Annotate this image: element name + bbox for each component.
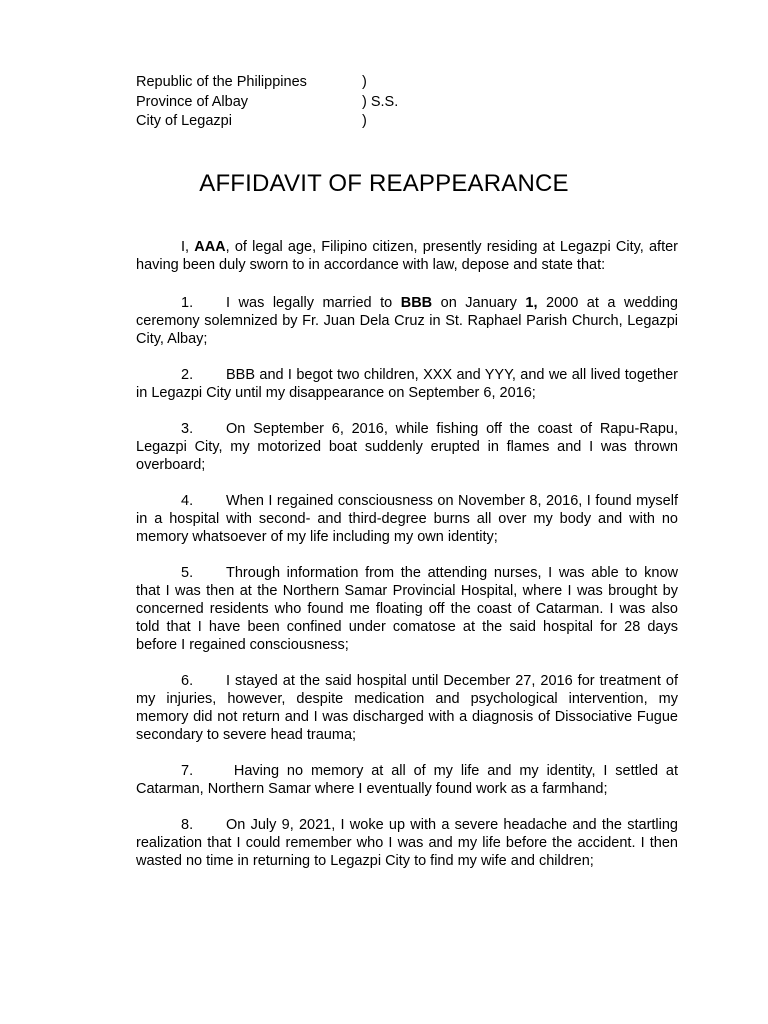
- paragraph-number: 2.: [181, 367, 194, 383]
- paragraph-text: I stayed at the said hospital until December 27, 2016 for treatment of my injuries, however, despite medication and psychological intervention, my memory did not return and I was discharged with a diagnosis of Dissociative Fugue secondary to severe head trauma;: [136, 673, 678, 743]
- venue-city: City of Legazpi: [136, 113, 232, 129]
- marriage-day: 1,: [525, 295, 538, 311]
- venue-row: [136, 73, 398, 93]
- document-title: AFFIDAVIT OF REAPPEARANCE: [199, 170, 569, 197]
- paragraph-number: 3.: [181, 421, 194, 437]
- paragraph-7: [136, 762, 678, 798]
- paragraph-5: [136, 564, 678, 654]
- paragraph-text: Through information from the attending nurses, I was able to know that I was then at the Northern Samar Provincial Hospital, where I was brought by concerned residents who found me floating off the coast of Catarman. I was also told that I have been confined under comatose at the said hospital for 28 days before I regained consciousness;: [136, 565, 678, 653]
- affiant-name: AAA: [194, 239, 226, 255]
- paragraph-6: [136, 672, 678, 744]
- paragraph-number: 7.: [181, 763, 194, 779]
- paragraph-text: BBB and I begot two children, XXX and YYY, and we all lived together in Legazpi City until my disappearance on September 6, 2016;: [136, 367, 678, 401]
- paragraph-number: 8.: [181, 817, 194, 833]
- venue-country: Republic of the Philippines: [136, 74, 307, 90]
- venue-row: [136, 93, 398, 113]
- intro-prefix: I,: [181, 239, 195, 255]
- paragraph-3: [136, 420, 678, 474]
- paragraph-text: on January: [432, 295, 526, 311]
- paragraph-2: [136, 366, 678, 402]
- venue-bracket: ): [362, 74, 367, 90]
- venue-block: [136, 73, 398, 132]
- venue-province: Province of Albay: [136, 93, 249, 110]
- paragraph-text: When I regained consciousness on November 8, 2016, I found myself in a hospital with second- and third-degree burns all over my body and with no memory whatsoever of my life including my own identity;: [136, 493, 678, 545]
- paragraph-number: 6.: [181, 673, 194, 689]
- paragraph-text: I was legally married to: [226, 295, 401, 311]
- intro-paragraph: [136, 238, 678, 274]
- paragraph-number: 5.: [181, 565, 194, 581]
- venue-ss-mark: ) S.S.: [362, 93, 399, 110]
- paragraph-number: 4.: [181, 493, 194, 509]
- paragraph-text: On July 9, 2021, I woke up with a severe headache and the startling realization that I could remember who I was and my life before the accident. I then wasted no time in returning to Legazpi City to find my wife and children;: [136, 817, 678, 869]
- venue-row: [136, 112, 398, 132]
- paragraph-text: Having no memory at all of my life and my identity, I settled at Catarman, Northern Samar where I eventually found work as a farmhand;: [136, 763, 678, 797]
- intro-text: , of legal age, Filipino citizen, presently residing at Legazpi City, after having been duly sworn to in accordance with law, depose and state that:: [136, 239, 678, 273]
- paragraph-8: [136, 816, 678, 870]
- paragraph-number: 1.: [181, 295, 194, 311]
- venue-bracket: ): [362, 113, 367, 129]
- spouse-name: BBB: [400, 295, 433, 311]
- numbered-paragraphs: [136, 294, 678, 888]
- paragraph-4: [136, 492, 678, 546]
- paragraph-1: [136, 294, 678, 348]
- paragraph-text: On September 6, 2016, while fishing off the coast of Rapu-Rapu, Legazpi City, my motorized boat suddenly erupted in flames and I was thrown overboard;: [136, 421, 678, 473]
- paragraph-text: 2000 at a wedding ceremony solemnized by Fr. Juan Dela Cruz in St. Raphael Parish Church, Legazpi City, Albay;: [136, 295, 678, 347]
